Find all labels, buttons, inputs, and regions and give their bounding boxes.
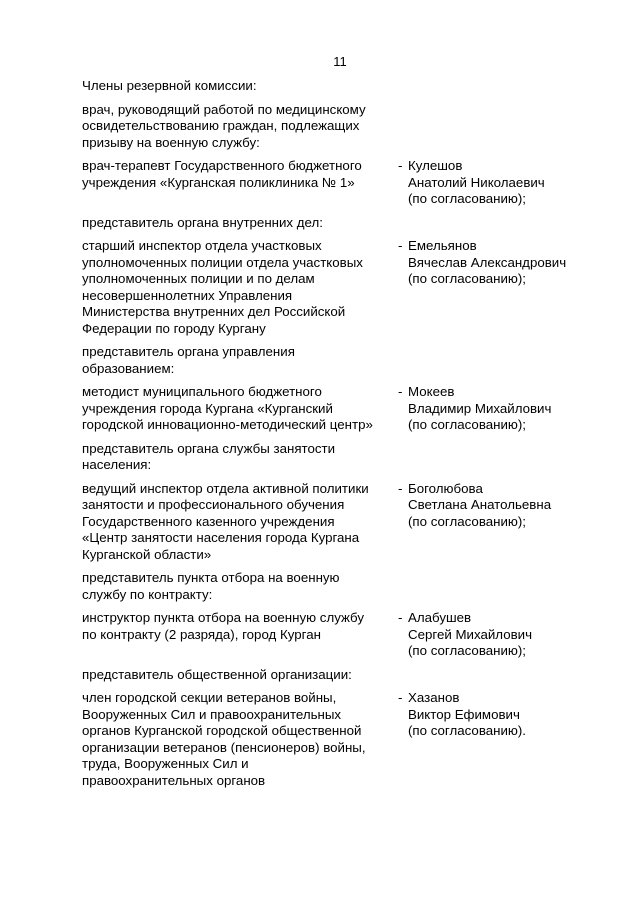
- member-name-block: [390, 610, 582, 660]
- member-name-block: [390, 158, 582, 208]
- heading-line: представитель пункта отбора на военную: [82, 570, 340, 585]
- section-heading: [82, 78, 392, 95]
- position-line: по контракту (2 разряда), город Курган: [82, 626, 321, 642]
- member-name-block: [390, 384, 582, 434]
- position-line: Государственного казенного учреждения: [82, 513, 335, 529]
- position-line: член городской секции ветеранов войны,: [82, 690, 337, 705]
- position-line: занятости и профессионального обучения: [82, 497, 345, 512]
- position-line: инструктор пункта отбора на военную службу: [82, 610, 365, 625]
- commission-members-list: [82, 78, 582, 796]
- member-surname: Мокеев: [408, 384, 455, 399]
- position-line: организации ветеранов (пенсионеров) войны,: [82, 739, 366, 755]
- position-line: Вооруженных Сил и правоохранительных: [82, 706, 342, 722]
- member-given-names: Светлана Анатольевна: [408, 497, 552, 512]
- page-number: 11: [333, 54, 347, 69]
- member-row: [82, 158, 582, 208]
- position-line: старший инспектор отдела участковых: [82, 238, 322, 253]
- position-line: Курганской области»: [82, 546, 212, 562]
- member-position: [82, 384, 390, 434]
- section-heading: [82, 441, 392, 474]
- member-position: [82, 238, 390, 337]
- position-line: уполномоченных полиции и по делам: [82, 271, 315, 286]
- heading-line: представитель органа внутренних дел:: [82, 214, 323, 230]
- member-dash: -: [398, 610, 403, 625]
- member-given-names: Сергей Михайлович: [408, 626, 533, 642]
- position-line: Министерства внутренних дел Российской: [82, 304, 346, 319]
- member-note: (по согласованию);: [408, 643, 526, 658]
- member-given-names: Виктор Ефимович: [408, 706, 520, 722]
- position-line: методист муниципального бюджетного: [82, 384, 322, 399]
- member-surname: Боголюбова: [408, 480, 483, 496]
- member-surname: Кулешов: [408, 158, 463, 173]
- member-note: (по согласованию);: [408, 513, 526, 529]
- heading-line: Члены резервной комиссии:: [82, 78, 257, 93]
- member-note: (по согласованию);: [408, 191, 526, 206]
- member-note: (по согласованию);: [408, 417, 526, 432]
- member-given-names: Владимир Михайлович: [408, 400, 552, 416]
- member-row: [82, 384, 582, 434]
- position-line: учреждения «Курганская поликлиника № 1»: [82, 174, 355, 190]
- heading-line: представитель органа службы занятости: [82, 440, 336, 456]
- member-dash: -: [398, 238, 403, 253]
- position-line: Федерации по городу Кургану: [82, 320, 266, 336]
- position-line: врач-терапевт Государственного бюджетного: [82, 158, 362, 173]
- position-line: «Центр занятости населения города Кургана: [82, 530, 360, 545]
- heading-line: освидетельствованию граждан, подлежащих: [82, 118, 360, 133]
- position-line: правоохранительных органов: [82, 772, 266, 788]
- member-surname: Хазанов: [408, 690, 460, 705]
- member-name-block: [390, 481, 582, 564]
- member-note: (по согласованию).: [408, 723, 526, 738]
- position-line: труда, Вооруженных Сил и: [82, 756, 249, 771]
- member-surname: Емельянов: [408, 238, 477, 253]
- section-heading: [82, 570, 392, 603]
- heading-line: врач, руководящий работой по медицинскому: [82, 101, 366, 117]
- member-note: (по согласованию);: [408, 271, 526, 286]
- member-given-names: Вячеслав Александрович: [408, 254, 567, 270]
- member-position: [82, 610, 390, 660]
- member-position: [82, 690, 390, 789]
- position-line: несовершеннолетних Управления: [82, 287, 293, 303]
- heading-line: образованием:: [82, 360, 175, 376]
- member-row: [82, 238, 582, 337]
- section-heading: [82, 344, 392, 377]
- member-dash: -: [398, 480, 403, 496]
- member-row: [82, 610, 582, 660]
- member-row: [82, 481, 582, 564]
- member-name-block: [390, 238, 582, 337]
- position-line: городской инновационно-методический центр»: [82, 417, 373, 432]
- section-heading: [82, 667, 392, 684]
- position-line: учреждения города Кургана «Курганский: [82, 400, 333, 416]
- heading-line: службу по контракту:: [82, 586, 213, 602]
- heading-line: представитель общественной организации:: [82, 666, 352, 682]
- heading-line: представитель органа управления: [82, 344, 295, 359]
- section-heading: [82, 102, 392, 152]
- member-position: [82, 481, 390, 564]
- position-line: ведущий инспектор отдела активной политики: [82, 480, 369, 496]
- member-row: [82, 690, 582, 789]
- member-dash: -: [398, 158, 403, 173]
- position-line: уполномоченных полиции отдела участковых: [82, 254, 363, 270]
- heading-line: призыву на военную службу:: [82, 134, 260, 150]
- position-line: органов Курганской городской общественной: [82, 723, 362, 738]
- member-dash: -: [398, 690, 403, 705]
- member-surname: Алабушев: [408, 610, 472, 625]
- section-heading: [82, 215, 392, 232]
- heading-line: населения:: [82, 457, 152, 472]
- member-position: [82, 158, 390, 208]
- member-name-block: [390, 690, 582, 789]
- member-given-names: Анатолий Николаевич: [408, 174, 545, 190]
- member-dash: -: [398, 384, 403, 399]
